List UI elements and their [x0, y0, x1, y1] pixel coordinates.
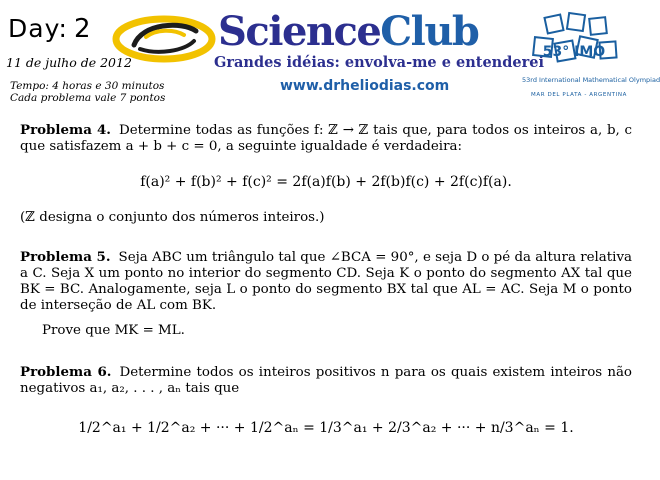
exam-points: Cada problema vale 7 pontos: [10, 92, 166, 104]
brand-science: Science: [218, 8, 381, 55]
problem-6-title: Problema 6.: [20, 364, 112, 380]
brand-club: Club: [380, 8, 479, 55]
scienceclub-swoosh-logo: [112, 15, 216, 63]
problem-6-equation: 1/2^a₁ + 1/2^a₂ + ··· + 1/2^aₙ = 1/3^a₁ + 2/3^a₂ + ··· + n/3^aₙ = 1.: [78, 420, 574, 436]
problem-5-title: Problema 5.: [20, 249, 111, 265]
problem-6-statement: Determine todos os inteiros positivos n para os quais existem inteiros não negativos a₁, a₂, . . . , aₙ tais que: [20, 365, 632, 396]
imo-logo: [528, 12, 620, 76]
problem-5-statement: Seja ABC um triângulo tal que ∠BCA = 90°, e seja D o pé da altura relativa a C. Seja X um ponto no interior do segmento CD. Seja K o ponto do segmento AX tal que BK = BC. Analogamente, seja L o ponto do segmento BX tal que AL = AC. Seja M o ponto de interseção de AL com BK.: [20, 250, 632, 313]
day-number: 2: [73, 14, 92, 44]
problem-4-title: Problema 4.: [20, 122, 111, 138]
problem-5: [20, 249, 632, 314]
day-text: Day:: [8, 14, 68, 43]
exam-duration: Tempo: 4 horas e 30 minutos: [10, 80, 165, 92]
imo-logo-text: 53° IMO: [542, 44, 606, 60]
exam-info: [10, 80, 165, 104]
problem-5-conclusion: Prove que MK = ML.: [42, 323, 185, 338]
exam-date: 11 de julho de 2012: [6, 55, 132, 70]
problem-6: [20, 364, 632, 397]
problem-4-equation: f(a)² + f(b)² + f(c)² = 2f(a)f(b) + 2f(b)f(c) + 2f(c)f(a).: [140, 174, 512, 190]
imo-location: MAR DEL PLATA - ARGENTINA: [531, 92, 627, 98]
problem-4: [20, 122, 632, 155]
problem-4-note: (ℤ designa o conjunto dos números inteiros.): [20, 210, 325, 225]
day-label: [8, 14, 92, 44]
problem-4-statement: Determine todas as funções f: ℤ → ℤ tais que, para todos os inteiros a, b, c que satisfazem a + b + c = 0, a seguinte igualdade é verdadeira:: [20, 123, 633, 154]
website-link[interactable]: www.drheliodias.com: [280, 78, 450, 94]
brand-title: [218, 10, 478, 54]
imo-caption: 53rd International Mathematical Olympiad: [522, 76, 660, 84]
brand-tagline: Grandes idéias: envolva-me e entenderei: [214, 54, 544, 71]
